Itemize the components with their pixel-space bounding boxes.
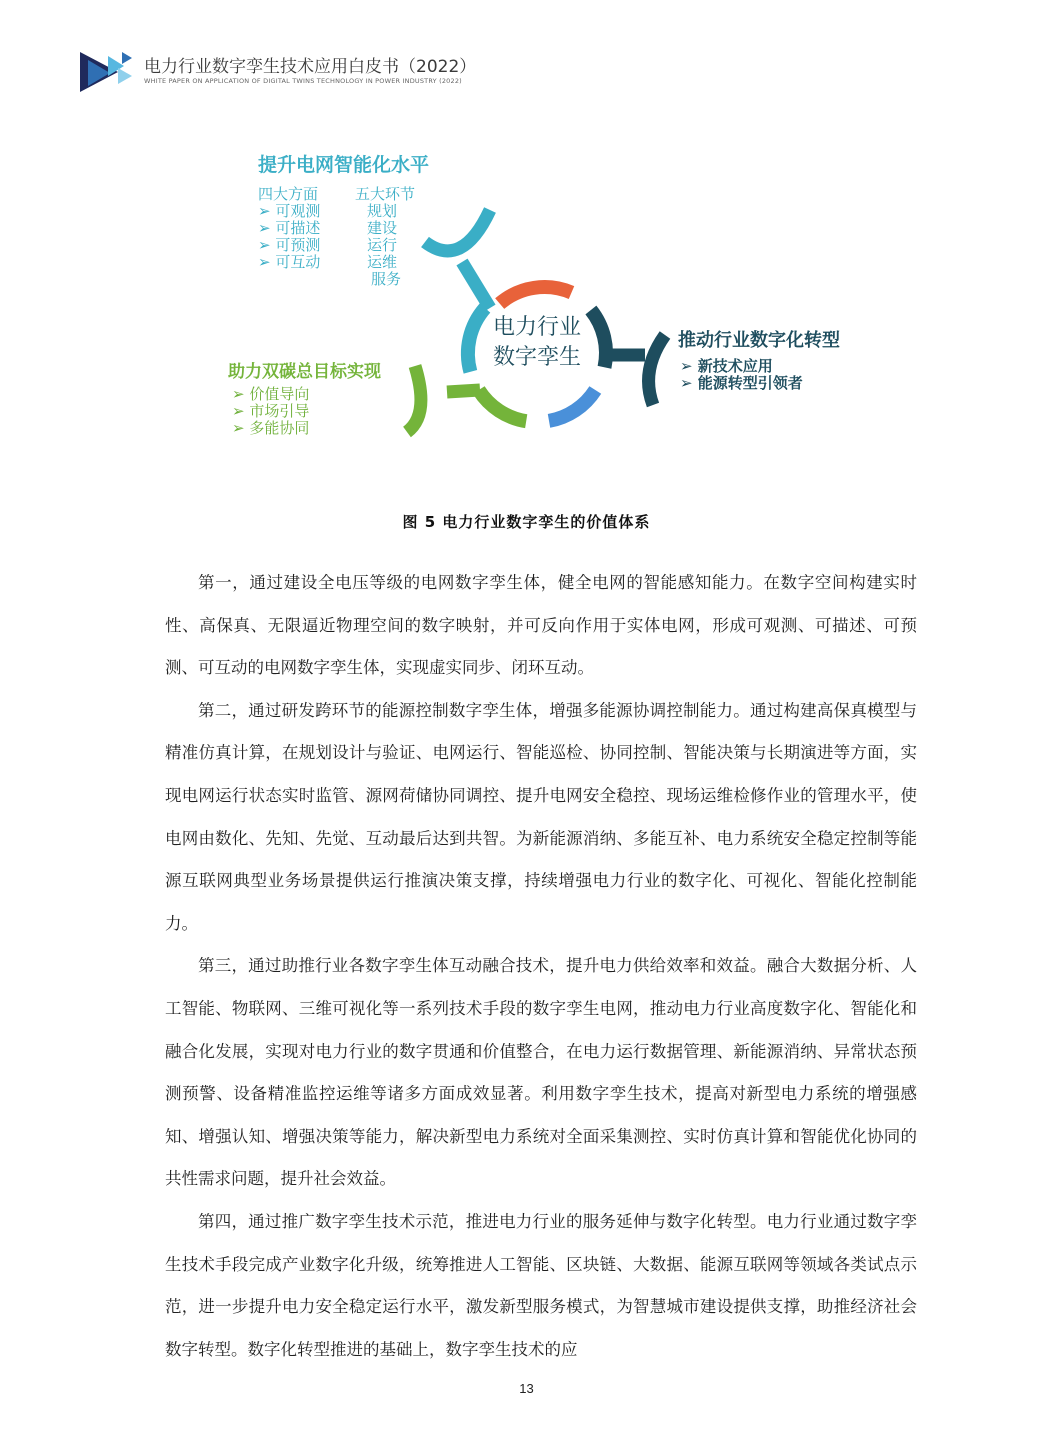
connector-green: [447, 390, 480, 392]
paragraph-3: 第三，通过助推行业各数字孪生体互动融合技术，提升电力供给效率和效益。融合大数据分析、人工智能、物联网、三维可视化等一系列技术手段的数字孪生电网，推动电力行业高度数字化、智能化和融合化发展，实现对电力行业的数字贯通和价值整合，在电力运行数据管理、新能源消纳、异常状态预测预警、设备精准监控运维等诸多方面成效显著。利用数字孪生技术，提高对新型电力系统的增强感知、增强认知、增强决策等能力，解决新型电力系统对全面采集测控、实时仿真计算和智能优化协同的共性需求问题，提升社会效益。: [165, 956, 917, 1189]
connector-arc-green: [407, 366, 421, 432]
connector-arc-navy: [649, 335, 665, 405]
list-item: ➢ 价值导向: [232, 385, 310, 403]
list-item: 规划: [367, 202, 398, 220]
list-item: 四大方面: [258, 185, 319, 203]
list-item: ➢ 可观测: [258, 202, 321, 220]
ring-segment-blue: [549, 390, 595, 421]
list-item: ➢ 可互动: [258, 253, 321, 271]
connector-arc-teal: [425, 210, 490, 251]
list-item: 建设: [367, 219, 398, 237]
list-item: ➢ 新技术应用: [680, 357, 773, 375]
diagram-list-stages: [355, 186, 415, 288]
logo-icon: [78, 46, 138, 96]
list-item: 运维: [367, 253, 398, 271]
figure-caption: 图 5 电力行业数字孪生的价值体系: [402, 513, 651, 531]
paragraph-4: 第四，通过推广数字孪生技术示范，推进电力行业的服务延伸与数字化转型。电力行业通过数字孪生技术手段完成产业数字化升级，统筹推进人工智能、区块链、大数据、能源互联网等领域各类试点示范，进一步提升电力安全稳定运行水平，激发新型服务模式，为智慧城市建设提供支撑，助推经济社会数字转型。数字化转型推进的基础上，数字孪生技术的应: [165, 1211, 917, 1359]
list-item: 服务: [371, 270, 402, 288]
diagram-list-aspects: [258, 186, 320, 271]
header-title: 电力行业数字孪生技术应用白皮书（2022）: [144, 57, 477, 77]
page-header: [78, 46, 538, 96]
diagram-list-bottom-left: [232, 386, 309, 437]
list-item: 运行: [367, 236, 398, 254]
diagram-title-bottom-left: 助力双碳总目标实现: [228, 362, 381, 382]
list-item: 五大环节: [355, 185, 416, 203]
list-item: ➢ 多能协同: [232, 419, 310, 437]
diagram-graphic: [0, 130, 1053, 490]
center-line-1: 电力行业: [492, 315, 581, 340]
paragraph-2: 第二，通过研发跨环节的能源控制数字孪生体，增强多能源协调控制能力。通过构建高保真模型与精准仿真计算，在规划设计与验证、电网运行、智能巡检、协同控制、智能决策与长期演进等方面，实现电网运行状态实时监管、源网荷储协同调控、提升电网安全稳控、现场运维检修作业的管理水平，使电网由数化、先知、先觉、互动最后达到共智。为新能源消纳、多能互补、电力系统安全稳定控制等能源互联网典型业务场景提供运行推演决策支撑，持续增强电力行业的数字化、可视化、智能化控制能力。: [165, 700, 917, 933]
ring-segment-orange: [500, 287, 572, 304]
list-item: ➢ 能源转型引领者: [680, 374, 803, 392]
diagram-title-right: 推动行业数字化转型: [678, 330, 840, 351]
value-system-diagram: [0, 130, 1053, 490]
list-item: ➢ 可预测: [258, 236, 321, 254]
paragraph-1: 第一，通过建设全电压等级的电网数字孪生体，健全电网的智能感知能力。在数字空间构建实时性、高保真、无限逼近物理空间的数字映射，并可反向作用于实体电网，形成可观测、可描述、可预测、可互动的电网数字孪生体，实现虚实同步、闭环互动。: [165, 573, 917, 678]
ring-segment-green: [479, 390, 527, 421]
header-subtitle: WHITE PAPER ON APPLICATION OF DIGITAL TWINS TECHNOLOGY IN POWER INDUSTRY (2022): [144, 77, 462, 85]
diagram-title-top-left: 提升电网智能化水平: [258, 154, 430, 176]
list-item: ➢ 可描述: [258, 219, 321, 237]
center-line-2: 数字孪生: [492, 345, 581, 370]
diagram-list-right: [680, 358, 803, 392]
body-text: [165, 562, 917, 1371]
page-number: 13: [519, 1381, 534, 1396]
list-item: ➢ 市场引导: [232, 402, 310, 420]
connector-teal: [462, 262, 490, 308]
diagram-center-label: [474, 313, 600, 373]
